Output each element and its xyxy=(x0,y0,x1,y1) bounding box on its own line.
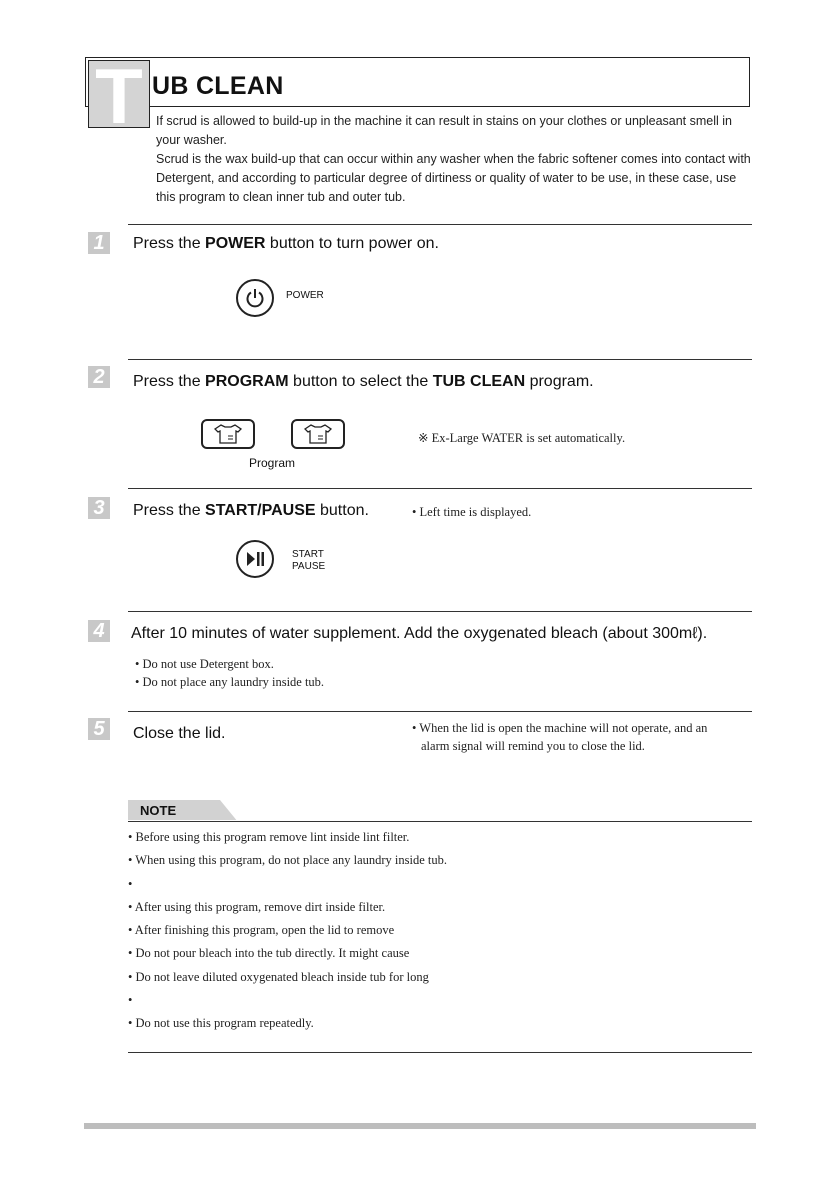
intro-paragraph-1: If scrud is allowed to build-up in the machine it can result in stains on your clothes or unpleasant smell in your washer. xyxy=(156,114,732,147)
step-2-pre: Press the xyxy=(133,373,206,390)
step-2-mid: button to select the xyxy=(288,373,433,390)
step-3-number: 3 xyxy=(88,497,110,519)
program-button-label: Program xyxy=(249,456,296,470)
program-button-2[interactable] xyxy=(291,419,345,449)
step-2-bold2: TUB CLEAN xyxy=(432,373,526,390)
step-4-number: 4 xyxy=(88,620,110,642)
step-3-note: • Left time is displayed. xyxy=(412,505,532,519)
play-pause-icon xyxy=(244,550,266,568)
shirt-program-icon xyxy=(211,423,245,445)
divider xyxy=(128,821,752,822)
footer-bar xyxy=(84,1123,756,1129)
note-item: • Before using this program remove lint inside lint filter. xyxy=(128,830,410,844)
note-item: • Do not use this program repeatedly. xyxy=(128,1016,314,1031)
step-4-title: After 10 minutes of water supplement. Add the oxygenated bleach (about 300mℓ). xyxy=(131,625,708,642)
note-item: • xyxy=(128,876,133,891)
step-1-post: button to turn power on. xyxy=(265,235,439,252)
step-2-title xyxy=(133,373,594,391)
divider xyxy=(128,711,752,712)
note-list xyxy=(128,826,447,1036)
shirt-program-icon xyxy=(301,423,335,445)
pause-label: PAUSE xyxy=(292,561,326,572)
step-3-pre: Press the xyxy=(133,502,206,519)
step-1-number: 1 xyxy=(88,232,110,254)
step-4-bullet-2: • Do not place any laundry inside tub. xyxy=(135,675,325,689)
header-big-letter: T xyxy=(88,60,150,128)
step-1-title xyxy=(133,235,439,253)
step-3-title xyxy=(133,502,369,520)
note-item: • After finishing this program, open the lid to remove xyxy=(128,923,395,938)
step-2-bold: PROGRAM xyxy=(205,373,289,390)
step-2-number: 2 xyxy=(88,366,110,388)
intro-paragraph-2: Scrud is the wax build-up that can occur within any washer when the fabric softener comes into contact with Detergent, and according to particular degree of dirtiness or quality of water to be use, in these case, use this program to clean inner tub and outer tub. xyxy=(156,152,751,204)
step-4-bullet-1: • Do not use Detergent box. xyxy=(135,657,274,671)
intro-text xyxy=(156,112,756,207)
step-1-bold: POWER xyxy=(205,235,266,252)
step-3-bold: START/PAUSE xyxy=(205,502,316,519)
step-2-post: program. xyxy=(525,373,594,390)
step-1-pre: Press the xyxy=(133,235,206,252)
divider xyxy=(128,224,752,225)
step-5-note-1: • When the lid is open the machine will not operate, and an xyxy=(412,721,708,735)
note-item: • xyxy=(128,993,133,1008)
divider xyxy=(128,488,752,489)
step-5-note-2: alarm signal will remind you to close the lid. xyxy=(421,739,645,753)
page-title: UB CLEAN xyxy=(152,72,284,100)
note-label: NOTE xyxy=(140,803,177,818)
step-5-title: Close the lid. xyxy=(133,725,226,742)
note-item: • Do not pour bleach into the tub directly. It might cause xyxy=(128,946,410,961)
power-icon xyxy=(244,287,266,309)
power-button-label: POWER xyxy=(286,290,324,301)
step-5-number: 5 xyxy=(88,718,110,740)
divider xyxy=(128,1052,752,1053)
divider xyxy=(128,359,752,360)
step-2-note: ※ Ex-Large WATER is set automatically. xyxy=(418,431,626,445)
divider xyxy=(128,611,752,612)
program-button-1[interactable] xyxy=(201,419,255,449)
note-item: • When using this program, do not place any laundry inside tub. xyxy=(128,853,448,868)
power-button[interactable] xyxy=(236,279,274,317)
note-item: • After using this program, remove dirt inside filter. xyxy=(128,899,386,914)
step-3-post: button. xyxy=(315,502,369,519)
note-item: • Do not leave diluted oxygenated bleach inside tub for long xyxy=(128,969,429,984)
start-label: START xyxy=(292,549,324,560)
start-pause-button[interactable] xyxy=(236,540,274,578)
